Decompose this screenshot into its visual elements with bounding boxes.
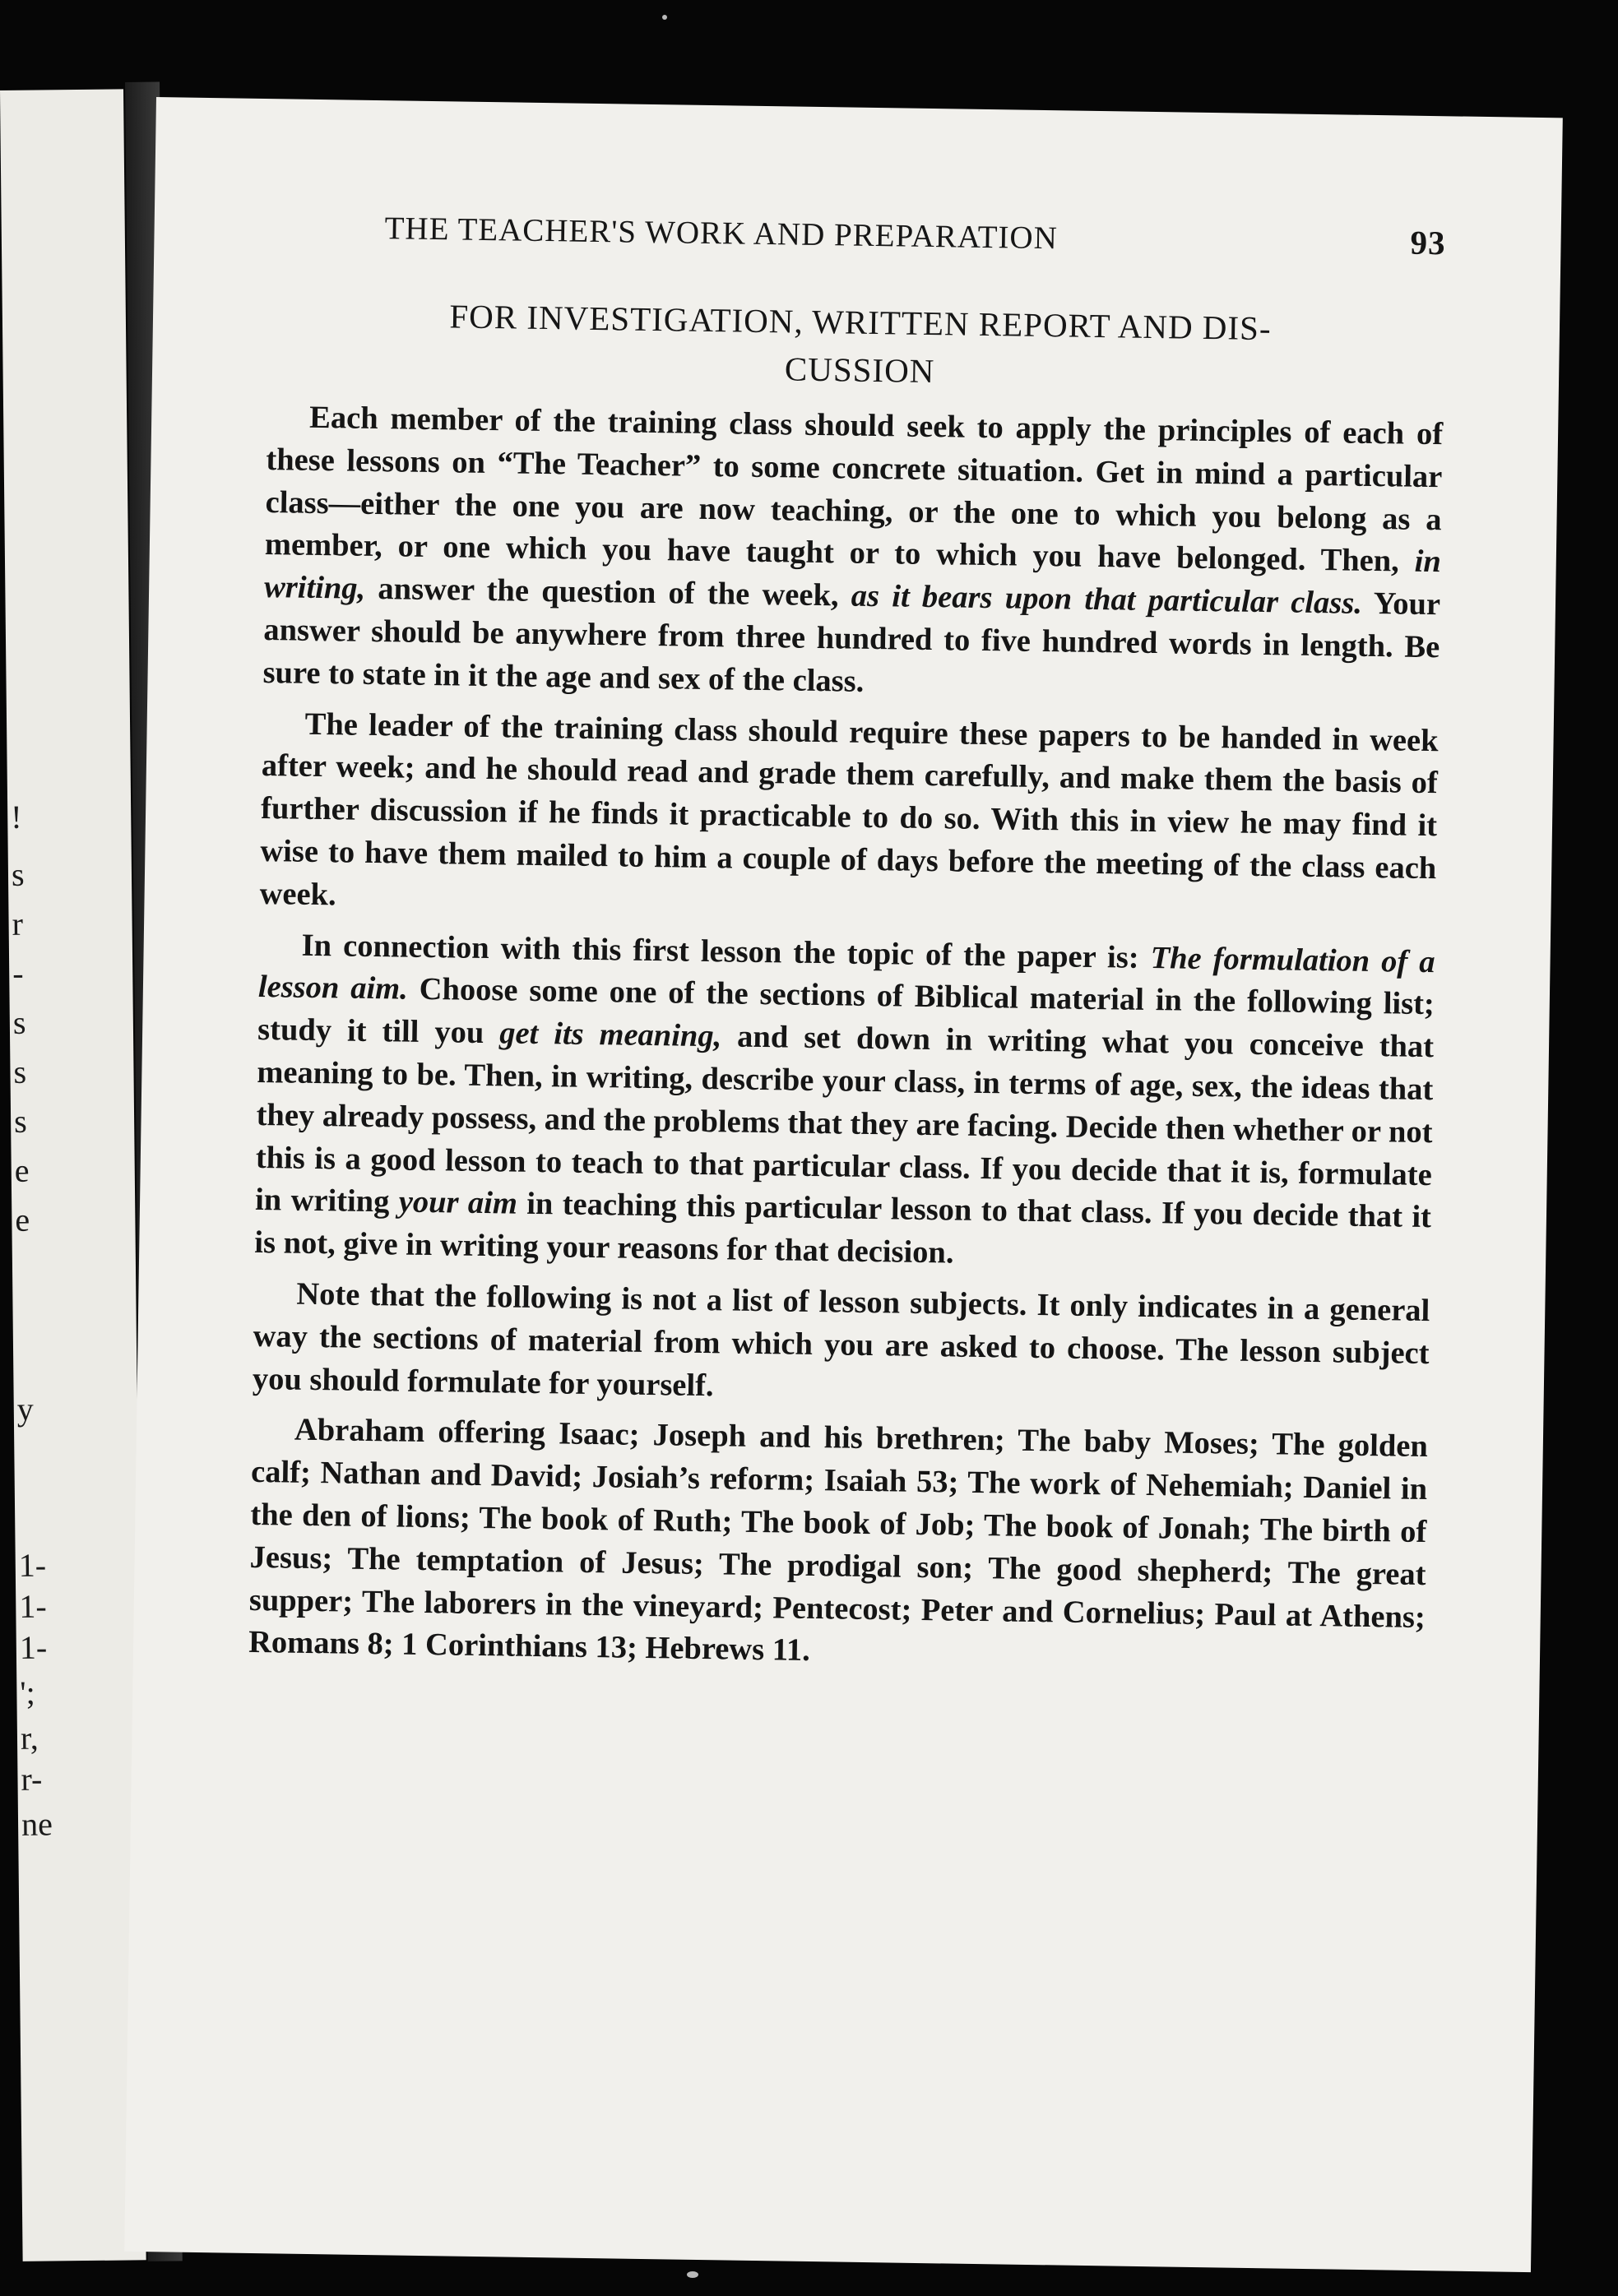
text-segment: Abraham offering Isaac; Joseph and his brethren; The baby Moses; The golden calf; Nathan and David; Josiah’s reform; Isaiah 53; The work of Nehemiah; Daniel in the den of lions; The book of Ruth; The book of Job; The book of Jonah; The birth of Jesus; The temptation of Jesus; The prodigal son; The good shepherd; The great supper; The laborers in the vineyard; Pentecost; Peter and Cornelius; Paul at Athens; Romans 8; 1 Corinthians 13; Hebrews 11. xyxy=(248,1413,1429,1669)
italic-text: your aim xyxy=(398,1184,518,1221)
text-segment: In connection with this first lesson the topic of the paper is: xyxy=(301,928,1151,975)
book-page xyxy=(124,97,1563,2272)
paragraph xyxy=(248,1409,1428,1682)
dust-speck xyxy=(687,2271,698,2278)
margin-fragment: e xyxy=(14,1151,30,1189)
text-segment: answer the question of the week, xyxy=(364,572,852,613)
margin-fragments xyxy=(0,89,123,1843)
margin-fragment: - xyxy=(12,954,24,992)
margin-fragment: 1- xyxy=(19,1587,47,1625)
page-number: 93 xyxy=(1410,223,1446,262)
margin-fragment: ne xyxy=(21,1805,53,1843)
margin-fragment: y xyxy=(16,1390,35,1428)
text-segment: Your answer should be anywhere from three hundred to five hundred words in length. Be sure to state in it the age and sex of the class. xyxy=(262,586,1441,699)
italic-text: in writing, xyxy=(263,544,1442,607)
margin-fragment: r xyxy=(12,905,24,942)
margin-fragment: s xyxy=(13,1053,27,1090)
body-text xyxy=(248,396,1444,1690)
margin-fragment: ! xyxy=(11,798,22,836)
margin-fragment: r, xyxy=(20,1719,39,1757)
margin-fragment: s xyxy=(11,855,25,893)
margin-fragment: e xyxy=(15,1201,30,1238)
italic-text: as it bears upon that particular class. xyxy=(851,578,1363,621)
paragraph xyxy=(252,1273,1430,1419)
text-segment: The leader of the training class should require these papers to be handed in week after week; and he should read and grade them carefully, and make them the basis of further discussion if he finds it practicable to do so. With this in view he may find it wise to have them mailed to him a couple of days before the meeting of the class each week. xyxy=(259,706,1439,913)
text-segment: Choose some one of the sections of Biblical material in the following list; study it till you xyxy=(257,972,1435,1051)
paragraph xyxy=(262,396,1443,712)
paragraph xyxy=(259,703,1439,933)
margin-fragment: '; xyxy=(20,1673,35,1711)
text-segment: Note that the following is not a list of lesson subjects. It only indicates in a general way the sections of material from which you are asked to choose. The lesson subject you should formulate for yourself. xyxy=(252,1276,1430,1403)
text-segment: Each member of the training class should seek to apply the principles of each of these lessons on “The Teacher” to some concrete situation. Get in mind a particular class—either the one you are now teaching, or the one to which you belong as a member, or one which you have taught or to which you have belonged. Then, xyxy=(264,400,1444,580)
italic-text: get its meaning, xyxy=(498,1016,722,1054)
margin-fragment: 1- xyxy=(18,1546,47,1584)
text-segment: in teaching this particular lesson to that class. If you decide that it is not, give in writing your reasons for that decision. xyxy=(254,1187,1432,1271)
margin-fragment: 1- xyxy=(19,1628,48,1666)
running-header xyxy=(384,207,1446,262)
dust-speck xyxy=(662,15,667,20)
margin-fragment: s xyxy=(13,1102,27,1140)
italic-text: The formulation of a lesson aim. xyxy=(257,940,1435,1007)
paragraph xyxy=(254,924,1435,1283)
facing-page-fragment xyxy=(0,89,146,2261)
margin-fragment: r- xyxy=(21,1760,43,1798)
text-segment: and set down in writing what you conceive that meaning to be. Then, in writing, describe your class, in terms of age, sex, the ideas that they already possess, and the problems that they are facing. Decide then whether or not this is a good lesson to teach to that particular class. If you decide that it is, formulate in writing xyxy=(254,1019,1435,1220)
running-head: THE TEACHER'S WORK AND PREPARATION xyxy=(384,211,1059,257)
section-title: FOR INVESTIGATION, WRITTEN REPORT AND DIS- CUSSION xyxy=(449,297,1272,391)
margin-fragment: s xyxy=(12,1003,26,1041)
